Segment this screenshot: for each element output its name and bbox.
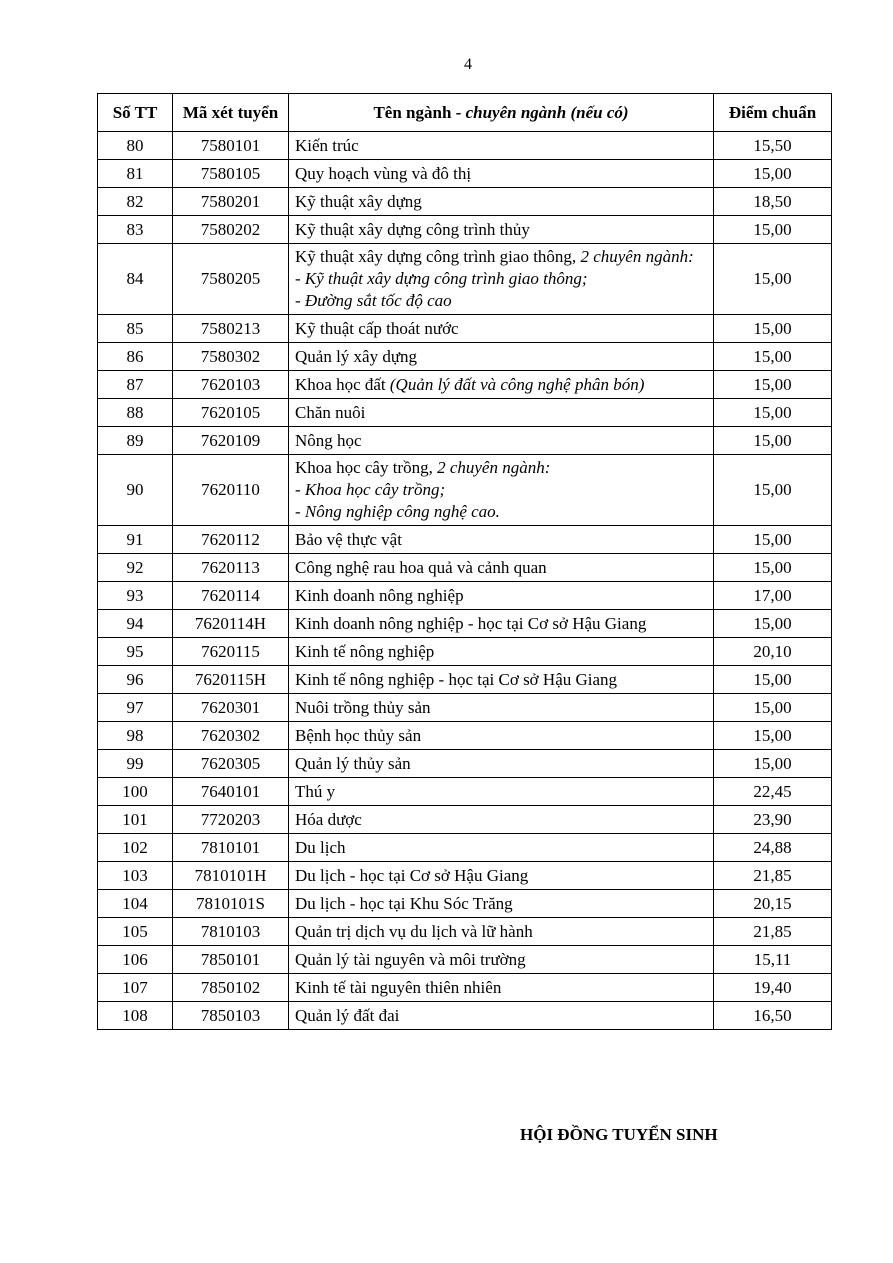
- row-score: 15,00: [714, 244, 832, 315]
- row-code: 7620302: [173, 722, 289, 750]
- row-stt: 84: [98, 244, 173, 315]
- row-score: 15,00: [714, 216, 832, 244]
- row-major-name: [289, 834, 714, 862]
- row-code: 7850103: [173, 1002, 289, 1030]
- table-row: [98, 554, 832, 582]
- row-code: 7620114: [173, 582, 289, 610]
- major-name-italic: 2 chuyên ngành:: [437, 458, 551, 477]
- row-code: 7620113: [173, 554, 289, 582]
- major-name-text: Thú y: [295, 781, 336, 801]
- row-stt: 97: [98, 694, 173, 722]
- row-code: 7720203: [173, 806, 289, 834]
- row-code: 7620105: [173, 399, 289, 427]
- row-major-name: [289, 132, 714, 160]
- table-row: [98, 946, 832, 974]
- row-code: 7620301: [173, 694, 289, 722]
- row-stt: 92: [98, 554, 173, 582]
- row-code: 7620103: [173, 371, 289, 399]
- row-stt: 105: [98, 918, 173, 946]
- row-stt: 93: [98, 582, 173, 610]
- major-name-text: Quản trị dịch vụ du lịch và lữ hành: [295, 921, 533, 941]
- row-stt: 83: [98, 216, 173, 244]
- row-stt: 80: [98, 132, 173, 160]
- row-score: 15,11: [714, 946, 832, 974]
- header-ten-main: Tên ngành: [373, 102, 452, 122]
- row-score: 15,00: [714, 455, 832, 526]
- row-major-name: [289, 526, 714, 554]
- major-name-text: Kinh doanh nông nghiệp - học tại Cơ sở Hậu Giang: [295, 613, 647, 633]
- major-name-text: Khoa học đất: [295, 374, 390, 394]
- major-name-text: Kỹ thuật xây dựng: [295, 191, 422, 211]
- major-name-text: Du lịch: [295, 837, 346, 857]
- row-score: 15,00: [714, 399, 832, 427]
- major-name-text: Du lịch - học tại Cơ sở Hậu Giang: [295, 865, 529, 885]
- row-code: 7810101: [173, 834, 289, 862]
- major-name-text: Quản lý thủy sản: [295, 753, 411, 773]
- row-code: 7580302: [173, 343, 289, 371]
- row-code: 7580101: [173, 132, 289, 160]
- table-row: [98, 132, 832, 160]
- row-score: 16,50: [714, 1002, 832, 1030]
- table-row: [98, 526, 832, 554]
- row-major-name: [289, 399, 714, 427]
- major-name-text: Kỹ thuật xây dựng công trình thủy: [295, 219, 530, 239]
- row-stt: 104: [98, 890, 173, 918]
- row-score: 19,40: [714, 974, 832, 1002]
- major-name-text: Quy hoạch vùng và đô thị: [295, 163, 472, 183]
- major-name-text: Bảo vệ thực vật: [295, 529, 402, 549]
- row-score: 23,90: [714, 806, 832, 834]
- table-row: [98, 834, 832, 862]
- table-header-row: [98, 94, 832, 132]
- row-stt: 85: [98, 315, 173, 343]
- row-score: 21,85: [714, 862, 832, 890]
- row-major-name: [289, 455, 714, 526]
- table-row: [98, 750, 832, 778]
- row-score: 15,00: [714, 315, 832, 343]
- row-major-name: [289, 778, 714, 806]
- table-row: [98, 1002, 832, 1030]
- row-stt: 98: [98, 722, 173, 750]
- row-code: 7850101: [173, 946, 289, 974]
- row-stt: 102: [98, 834, 173, 862]
- major-name-text: Du lịch - học tại Khu Sóc Trăng: [295, 893, 513, 913]
- table-row: [98, 778, 832, 806]
- major-name-text: Quản lý tài nguyên và môi trường: [295, 949, 526, 969]
- row-score: 15,00: [714, 694, 832, 722]
- header-ten-sep: -: [451, 102, 466, 122]
- row-score: 20,10: [714, 638, 832, 666]
- row-major-name: [289, 160, 714, 188]
- signature-council: HỘI ĐỒNG TUYỂN SINH: [520, 1125, 718, 1144]
- major-name-text: Kiến trúc: [295, 135, 359, 155]
- row-code: 7580202: [173, 216, 289, 244]
- table-row: [98, 638, 832, 666]
- row-score: 15,00: [714, 343, 832, 371]
- header-stt: Số TT: [98, 94, 173, 132]
- row-major-name: [289, 315, 714, 343]
- row-major-name: [289, 974, 714, 1002]
- row-major-name: [289, 554, 714, 582]
- row-score: 15,00: [714, 722, 832, 750]
- specialization-item: - Đường sắt tốc độ cao: [295, 291, 452, 310]
- row-code: 7810101H: [173, 862, 289, 890]
- major-name-text: Kinh tế tài nguyên thiên nhiên: [295, 977, 502, 997]
- major-name-text: Kinh doanh nông nghiệp: [295, 585, 464, 605]
- row-score: 15,00: [714, 750, 832, 778]
- row-major-name: [289, 371, 714, 399]
- major-name-text: Chăn nuôi: [295, 402, 366, 422]
- row-major-name: [289, 862, 714, 890]
- row-score: 15,00: [714, 666, 832, 694]
- table-row: [98, 427, 832, 455]
- major-name-italic: 2 chuyên ngành:: [580, 247, 694, 266]
- row-major-name: [289, 216, 714, 244]
- row-major-name: [289, 722, 714, 750]
- row-code: 7850102: [173, 974, 289, 1002]
- row-score: 15,00: [714, 427, 832, 455]
- row-code: 7620114H: [173, 610, 289, 638]
- admission-scores-table: [97, 93, 832, 1030]
- table-row: [98, 216, 832, 244]
- header-diem: Điểm chuẩn: [714, 94, 832, 132]
- row-score: 15,50: [714, 132, 832, 160]
- row-code: 7620112: [173, 526, 289, 554]
- table-row: [98, 694, 832, 722]
- row-major-name: [289, 638, 714, 666]
- table-row: [98, 582, 832, 610]
- row-code: 7810103: [173, 918, 289, 946]
- row-score: 15,00: [714, 371, 832, 399]
- row-code: 7620305: [173, 750, 289, 778]
- table-row: [98, 722, 832, 750]
- table-row: [98, 890, 832, 918]
- row-stt: 108: [98, 1002, 173, 1030]
- row-stt: 94: [98, 610, 173, 638]
- table-row: [98, 455, 832, 526]
- major-name-text: Quản lý đất đai: [295, 1005, 400, 1025]
- row-stt: 91: [98, 526, 173, 554]
- row-major-name: [289, 694, 714, 722]
- specialization-item: - Khoa học cây trồng;: [295, 480, 446, 499]
- header-ten: [289, 94, 714, 132]
- row-stt: 107: [98, 974, 173, 1002]
- row-score: 21,85: [714, 918, 832, 946]
- specialization-item: - Nông nghiệp công nghệ cao.: [295, 502, 500, 521]
- header-ma: Mã xét tuyển: [173, 94, 289, 132]
- row-major-name: [289, 610, 714, 638]
- row-code: 7580201: [173, 188, 289, 216]
- row-stt: 99: [98, 750, 173, 778]
- row-stt: 88: [98, 399, 173, 427]
- row-code: 7580213: [173, 315, 289, 343]
- major-name-text: Kinh tế nông nghiệp - học tại Cơ sở Hậu Giang: [295, 669, 618, 689]
- table-row: [98, 343, 832, 371]
- major-name-text: Nuôi trồng thủy sản: [295, 697, 431, 717]
- table-row: [98, 806, 832, 834]
- row-major-name: [289, 582, 714, 610]
- row-code: 7620115: [173, 638, 289, 666]
- row-major-name: [289, 427, 714, 455]
- row-stt: 87: [98, 371, 173, 399]
- row-major-name: [289, 666, 714, 694]
- row-major-name: [289, 946, 714, 974]
- row-stt: 106: [98, 946, 173, 974]
- row-major-name: [289, 343, 714, 371]
- table-row: [98, 188, 832, 216]
- major-name-text: Kỹ thuật xây dựng công trình giao thông,: [295, 247, 581, 266]
- table-row: [98, 918, 832, 946]
- specialization-item: - Kỹ thuật xây dựng công trình giao thông;: [295, 269, 588, 288]
- row-code: 7810101S: [173, 890, 289, 918]
- major-name-text: Khoa học cây trồng,: [295, 458, 438, 477]
- row-stt: 82: [98, 188, 173, 216]
- row-stt: 101: [98, 806, 173, 834]
- major-name-text: Kỹ thuật cấp thoát nước: [295, 318, 459, 338]
- row-major-name: [289, 890, 714, 918]
- major-name-italic: (Quản lý đất và công nghệ phân bón): [389, 374, 645, 394]
- row-score: 15,00: [714, 160, 832, 188]
- row-code: 7620109: [173, 427, 289, 455]
- row-major-name: [289, 1002, 714, 1030]
- table-row: [98, 862, 832, 890]
- page-number: 4: [464, 56, 472, 73]
- row-stt: 86: [98, 343, 173, 371]
- major-name-text: Nông học: [295, 430, 362, 450]
- row-stt: 100: [98, 778, 173, 806]
- row-major-name: [289, 918, 714, 946]
- header-ten-italic: chuyên ngành (nếu có): [465, 102, 629, 122]
- row-score: 18,50: [714, 188, 832, 216]
- row-major-name: [289, 750, 714, 778]
- major-name-text: Hóa dược: [295, 809, 362, 829]
- row-major-name: [289, 806, 714, 834]
- row-score: 15,00: [714, 554, 832, 582]
- row-score: 24,88: [714, 834, 832, 862]
- row-code: 7580105: [173, 160, 289, 188]
- table-row: [98, 371, 832, 399]
- row-score: 17,00: [714, 582, 832, 610]
- table-row: [98, 244, 832, 315]
- table-row: [98, 399, 832, 427]
- row-code: 7640101: [173, 778, 289, 806]
- table-row: [98, 160, 832, 188]
- row-stt: 95: [98, 638, 173, 666]
- table-row: [98, 974, 832, 1002]
- major-name-text: Quản lý xây dựng: [295, 346, 418, 366]
- row-stt: 81: [98, 160, 173, 188]
- row-major-name: [289, 188, 714, 216]
- row-score: 20,15: [714, 890, 832, 918]
- table-row: [98, 315, 832, 343]
- row-code: 7620115H: [173, 666, 289, 694]
- row-score: 15,00: [714, 610, 832, 638]
- row-code: 7620110: [173, 455, 289, 526]
- row-score: 22,45: [714, 778, 832, 806]
- row-stt: 96: [98, 666, 173, 694]
- row-stt: 89: [98, 427, 173, 455]
- major-name-text: Công nghệ rau hoa quả và cảnh quan: [295, 557, 547, 577]
- table-body: [98, 132, 832, 1030]
- table-row: [98, 610, 832, 638]
- row-stt: 103: [98, 862, 173, 890]
- major-name-text: Bệnh học thủy sản: [295, 725, 422, 745]
- row-score: 15,00: [714, 526, 832, 554]
- major-name-text: Kinh tế nông nghiệp: [295, 641, 435, 661]
- row-stt: 90: [98, 455, 173, 526]
- row-code: 7580205: [173, 244, 289, 315]
- row-major-name: [289, 244, 714, 315]
- table-row: [98, 666, 832, 694]
